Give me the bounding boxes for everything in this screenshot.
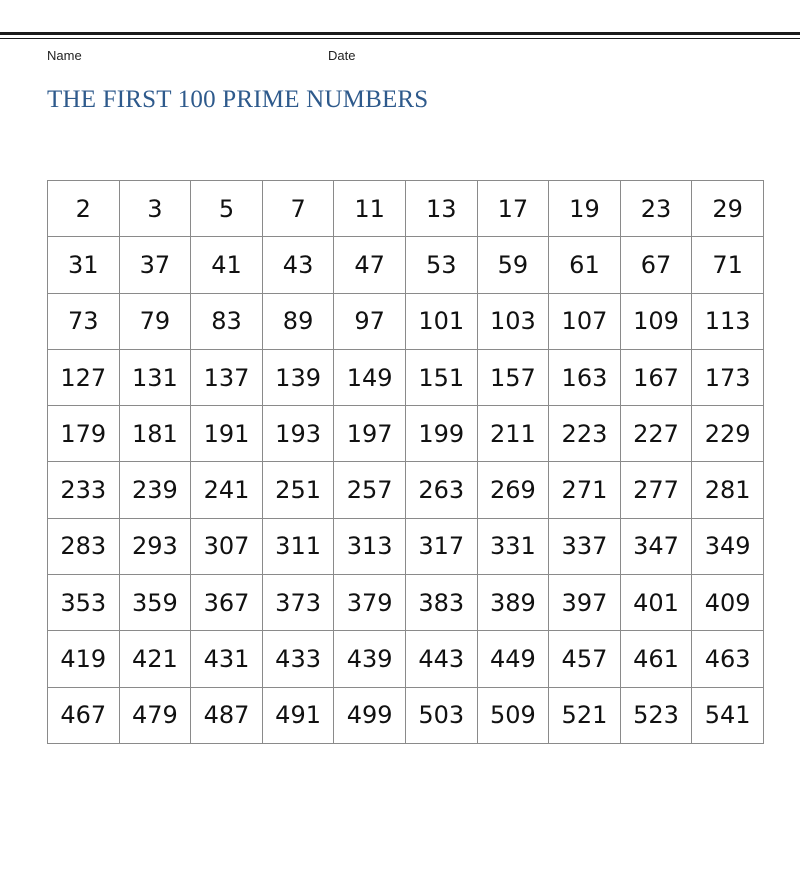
prime-cell: 487: [191, 687, 263, 743]
prime-cell: 491: [262, 687, 334, 743]
prime-cell: 79: [119, 293, 191, 349]
prime-cell: 67: [620, 237, 692, 293]
prime-cell: 19: [549, 181, 621, 237]
prime-cell: 5: [191, 181, 263, 237]
prime-cell: 3: [119, 181, 191, 237]
prime-cell: 29: [692, 181, 764, 237]
prime-cell: 103: [477, 293, 549, 349]
table-row: [48, 518, 764, 574]
prime-cell: 443: [405, 631, 477, 687]
prime-cell: 233: [48, 462, 120, 518]
prime-cell: 73: [48, 293, 120, 349]
table-row: [48, 462, 764, 518]
prime-cell: 61: [549, 237, 621, 293]
prime-cell: 461: [620, 631, 692, 687]
prime-cell: 197: [334, 406, 406, 462]
prime-cell: 167: [620, 349, 692, 405]
prime-cell: 97: [334, 293, 406, 349]
prime-cell: 157: [477, 349, 549, 405]
prime-cell: 149: [334, 349, 406, 405]
prime-cell: 401: [620, 575, 692, 631]
table-row: [48, 687, 764, 743]
prime-cell: 101: [405, 293, 477, 349]
prime-cell: 239: [119, 462, 191, 518]
prime-cell: 463: [692, 631, 764, 687]
prime-cell: 271: [549, 462, 621, 518]
prime-cell: 139: [262, 349, 334, 405]
prime-cell: 409: [692, 575, 764, 631]
prime-cell: 229: [692, 406, 764, 462]
prime-cell: 439: [334, 631, 406, 687]
prime-cell: 433: [262, 631, 334, 687]
prime-cell: 107: [549, 293, 621, 349]
prime-cell: 7: [262, 181, 334, 237]
prime-cell: 317: [405, 518, 477, 574]
prime-cell: 83: [191, 293, 263, 349]
prime-cell: 71: [692, 237, 764, 293]
table-row: [48, 181, 764, 237]
table-row: [48, 631, 764, 687]
prime-cell: 397: [549, 575, 621, 631]
prime-cell: 311: [262, 518, 334, 574]
prime-cell: 223: [549, 406, 621, 462]
prime-cell: 127: [48, 349, 120, 405]
header-rule: [0, 32, 800, 39]
prime-cell: 41: [191, 237, 263, 293]
prime-cell: 283: [48, 518, 120, 574]
prime-cell: 59: [477, 237, 549, 293]
prime-cell: 191: [191, 406, 263, 462]
prime-cell: 449: [477, 631, 549, 687]
prime-cell: 349: [692, 518, 764, 574]
prime-cell: 337: [549, 518, 621, 574]
prime-cell: 53: [405, 237, 477, 293]
table-row: [48, 293, 764, 349]
prime-cell: 37: [119, 237, 191, 293]
prime-cell: 281: [692, 462, 764, 518]
prime-cell: 181: [119, 406, 191, 462]
prime-cell: 277: [620, 462, 692, 518]
prime-cell: 263: [405, 462, 477, 518]
prime-cell: 541: [692, 687, 764, 743]
prime-cell: 521: [549, 687, 621, 743]
prime-cell: 503: [405, 687, 477, 743]
prime-cell: 269: [477, 462, 549, 518]
prime-cell: 431: [191, 631, 263, 687]
table-row: [48, 349, 764, 405]
prime-cell: 23: [620, 181, 692, 237]
prime-cell: 193: [262, 406, 334, 462]
prime-cell: 359: [119, 575, 191, 631]
prime-cell: 199: [405, 406, 477, 462]
prime-cell: 509: [477, 687, 549, 743]
prime-cell: 17: [477, 181, 549, 237]
prime-cell: 347: [620, 518, 692, 574]
prime-cell: 257: [334, 462, 406, 518]
prime-cell: 479: [119, 687, 191, 743]
prime-cell: 307: [191, 518, 263, 574]
prime-cell: 313: [334, 518, 406, 574]
table-row: [48, 575, 764, 631]
prime-cell: 389: [477, 575, 549, 631]
prime-cell: 163: [549, 349, 621, 405]
prime-cell: 331: [477, 518, 549, 574]
prime-cell: 383: [405, 575, 477, 631]
page-title: THE FIRST 100 PRIME NUMBERS: [47, 86, 429, 113]
prime-cell: 421: [119, 631, 191, 687]
prime-cell: 131: [119, 349, 191, 405]
prime-cell: 47: [334, 237, 406, 293]
name-label: Name: [47, 48, 82, 63]
prime-cell: 31: [48, 237, 120, 293]
prime-cell: 227: [620, 406, 692, 462]
prime-cell: 173: [692, 349, 764, 405]
prime-cell: 43: [262, 237, 334, 293]
prime-cell: 419: [48, 631, 120, 687]
prime-cell: 211: [477, 406, 549, 462]
table-row: [48, 406, 764, 462]
prime-cell: 113: [692, 293, 764, 349]
prime-numbers-table: [47, 180, 764, 744]
date-label: Date: [328, 48, 356, 63]
prime-cell: 251: [262, 462, 334, 518]
prime-cell: 13: [405, 181, 477, 237]
prime-cell: 523: [620, 687, 692, 743]
prime-cell: 89: [262, 293, 334, 349]
prime-cell: 467: [48, 687, 120, 743]
prime-cell: 11: [334, 181, 406, 237]
prime-cell: 109: [620, 293, 692, 349]
prime-cell: 241: [191, 462, 263, 518]
table-row: [48, 237, 764, 293]
prime-cell: 499: [334, 687, 406, 743]
prime-cell: 353: [48, 575, 120, 631]
prime-cell: 2: [48, 181, 120, 237]
prime-cell: 151: [405, 349, 477, 405]
prime-cell: 367: [191, 575, 263, 631]
prime-cell: 293: [119, 518, 191, 574]
prime-cell: 457: [549, 631, 621, 687]
prime-cell: 379: [334, 575, 406, 631]
prime-cell: 179: [48, 406, 120, 462]
prime-cell: 373: [262, 575, 334, 631]
prime-cell: 137: [191, 349, 263, 405]
